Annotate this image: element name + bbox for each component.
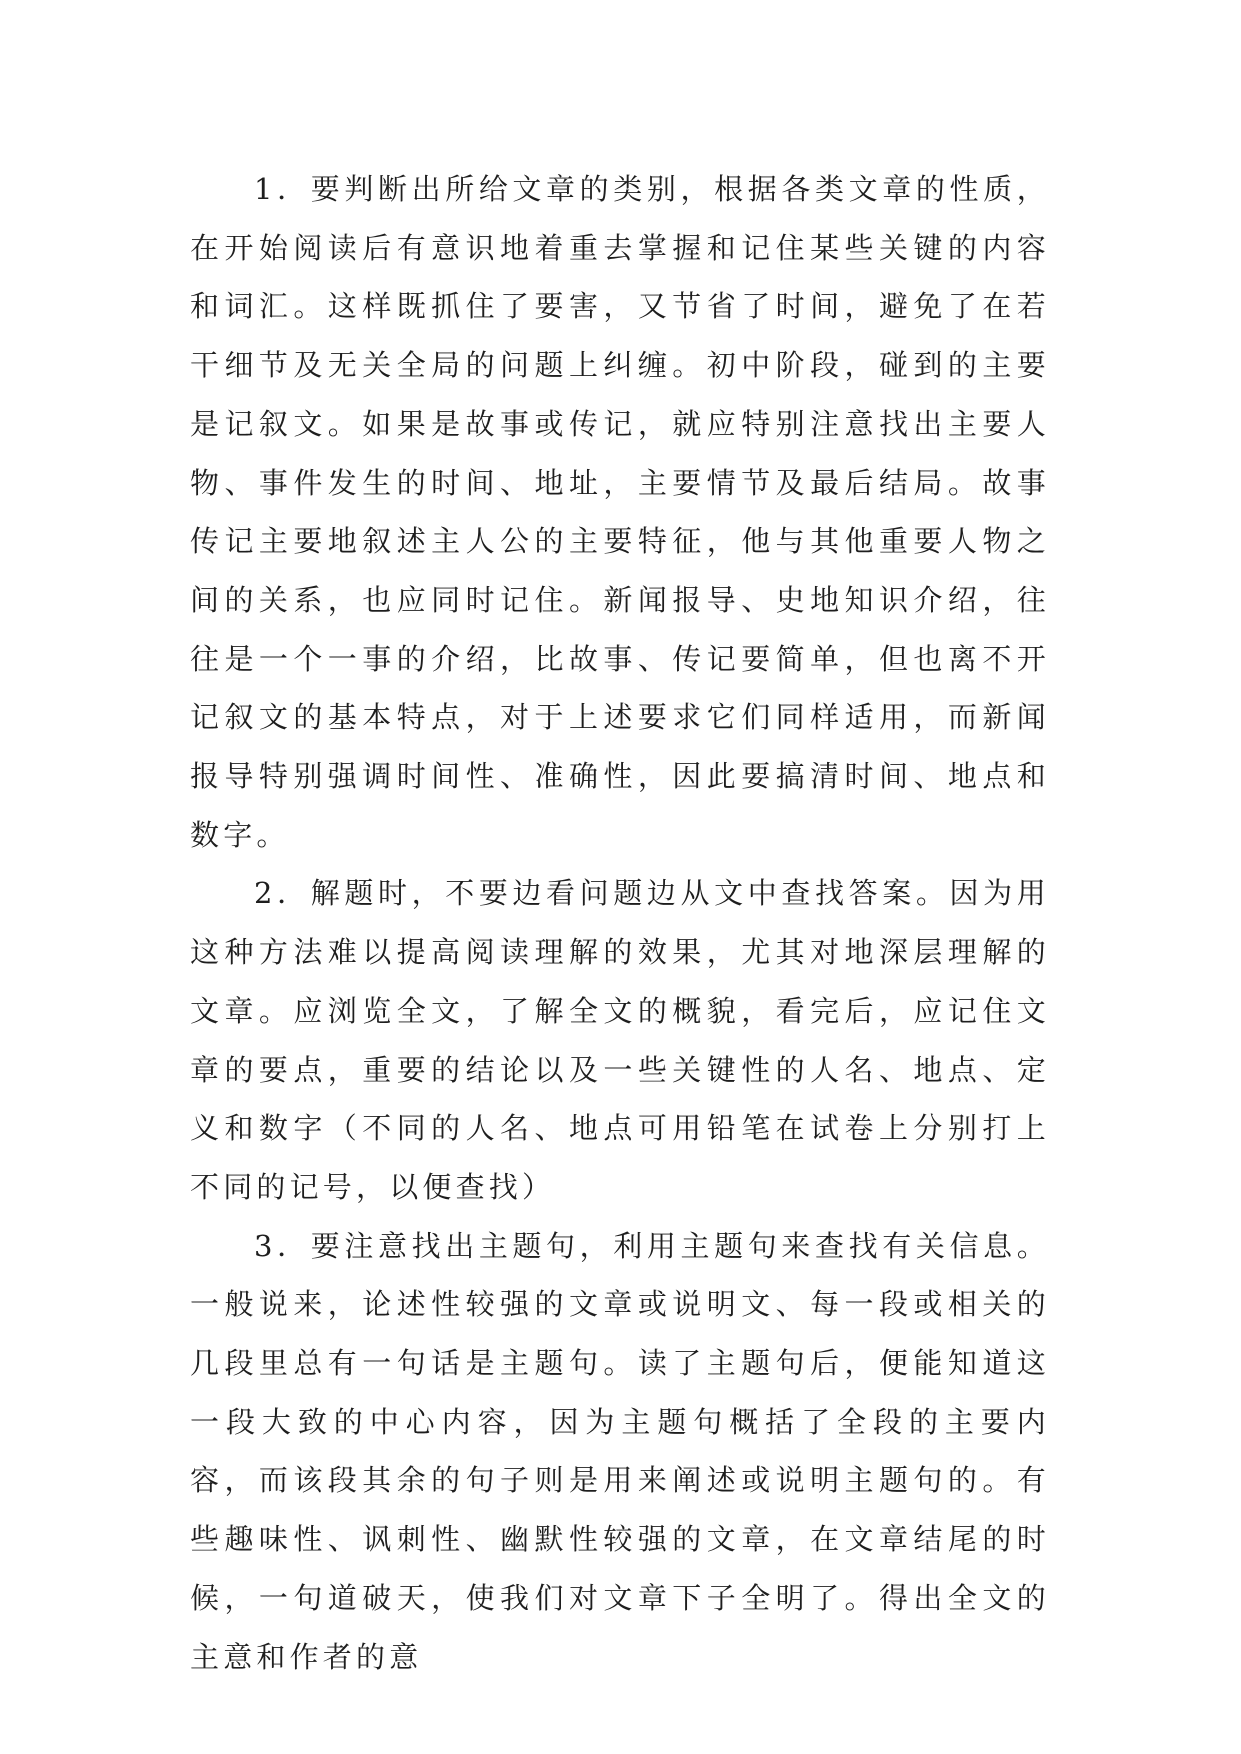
paragraph-1: 1．要判断出所给文章的类别，根据各类文章的性质，在开始阅读后有意识地着重去掌握和记住某些关键的内容和词汇。这样既抓住了要害，又节省了时间，避免了在若干细节及无关全局的问题上纠缠。初中阶段，碰到的主要是记叙文。如果是故事或传记，就应特别注意找出主要人物、事件发生的时间、地址，主要情节及最后结局。故事传记主要地叙述主人公的主要特征，他与其他重要人物之间的关系，也应同时记住。新闻报导、史地知识介绍，往往是一个一事的介绍，比故事、传记要简单，但也离不开记叙文的基本特点，对于上述要求它们同样适用，而新闻报导特别强调时间性、准确性，因此要搞清时间、地点和数字。	[190, 172, 1050, 852]
body-text	[190, 160, 1050, 1686]
paragraph-2: 2．解题时，不要边看问题边从文中查找答案。因为用这种方法难以提高阅读理解的效果，尤其对地深层理解的文章。应浏览全文，了解全文的概貌，看完后，应记住文章的要点，重要的结论以及一些关键性的人名、地点、定义和数字（不同的人名、地点可用铅笔在试卷上分别打上不同的记号，以便查找）	[190, 876, 1050, 1204]
paragraph-3: 3．要注意找出主题句，利用主题句来查找有关信息。一般说来，论述性较强的文章或说明文、每一段或相关的几段里总有一句话是主题句。读了主题句后，便能知道这一段大致的中心内容，因为主题句概括了全段的主要内容，而该段其余的句子则是用来阐述或说明主题句的。有些趣味性、讽刺性、幽默性较强的文章，在文章结尾的时候，一句道破天，使我们对文章下子全明了。得出全文的主意和作者的意	[190, 1228, 1050, 1674]
